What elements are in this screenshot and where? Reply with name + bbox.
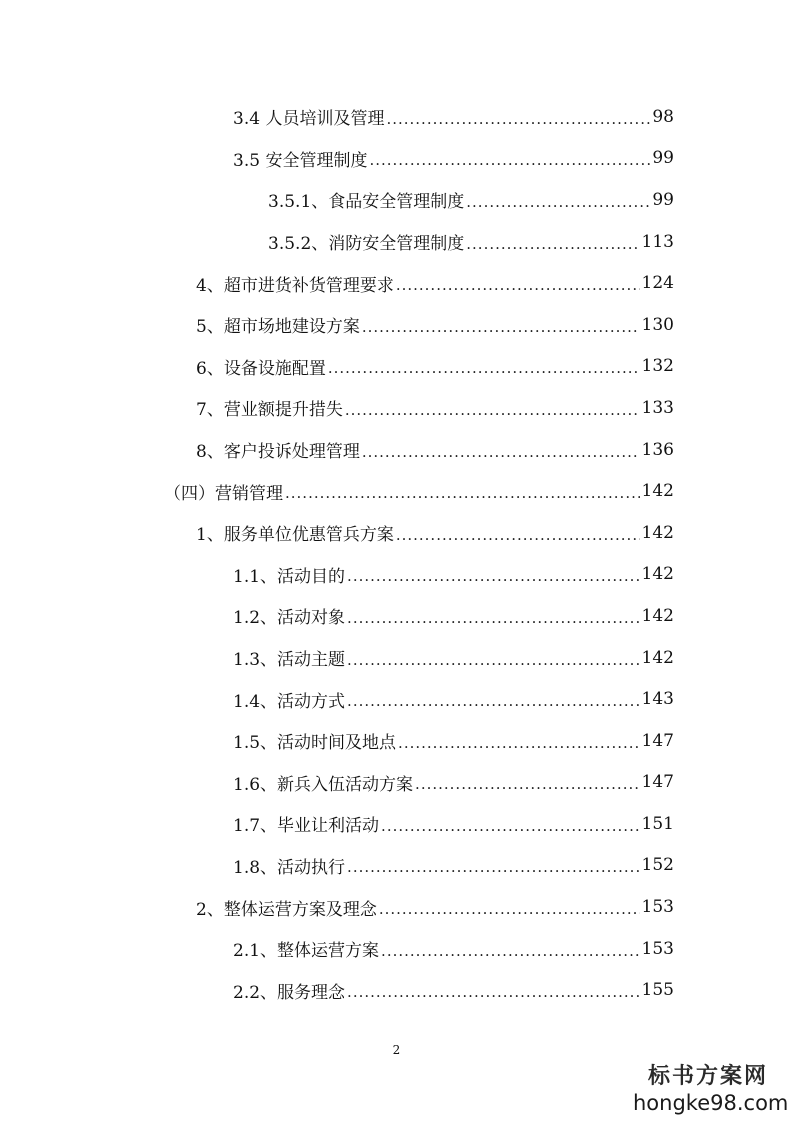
toc-dot-leader (466, 193, 650, 211)
toc-entry-page: 142 (641, 481, 674, 502)
toc-entry-page: 152 (641, 855, 674, 876)
toc-entry[interactable] (0, 262, 793, 304)
toc-entry-label: 3.5 安全管理制度 (233, 150, 368, 171)
watermark-brand: 标书方案网 (647, 1064, 768, 1089)
toc-entry[interactable] (0, 554, 793, 596)
toc-dot-leader (379, 900, 640, 918)
toc-entry-page: 142 (641, 564, 674, 585)
toc-entry-page: 147 (641, 730, 674, 751)
toc-dot-leader (466, 235, 639, 253)
toc-dot-leader (328, 359, 640, 377)
toc-entry-label: 6、设备设施配置 (196, 358, 326, 379)
toc-dot-leader (396, 526, 640, 544)
toc-entry-label: 1.6、新兵入伍活动方案 (233, 774, 414, 795)
toc-entry[interactable] (0, 845, 793, 887)
toc-dot-leader (347, 692, 640, 710)
toc-entry-label: 2.1、整体运营方案 (233, 941, 380, 962)
toc-entry[interactable] (0, 304, 793, 346)
toc-entry-page: 142 (641, 605, 674, 626)
toc-dot-leader (396, 276, 640, 294)
toc-dot-leader (362, 318, 640, 336)
toc-entry[interactable] (0, 720, 793, 762)
toc-entry[interactable] (0, 429, 793, 471)
toc-entry-page: 124 (641, 273, 674, 294)
toc-entry-label: 7、营业额提升措失 (196, 400, 343, 421)
toc-dot-leader (398, 734, 640, 752)
toc-dot-leader (381, 942, 640, 960)
toc-dot-leader (369, 151, 650, 169)
toc-entry[interactable] (0, 346, 793, 388)
table-of-contents (0, 96, 793, 1011)
toc-entry-label: 3.4 人员培训及管理 (233, 109, 385, 130)
toc-entry-page: 99 (652, 189, 674, 210)
toc-entry-label: （四）营销管理 (164, 483, 283, 504)
toc-entry-page: 132 (641, 356, 674, 377)
toc-entry-label: 4、超市进货补货管理要求 (196, 275, 394, 296)
toc-entry-page: 142 (641, 647, 674, 668)
toc-dot-leader (347, 983, 640, 1001)
toc-entry[interactable] (0, 179, 793, 221)
toc-entry-label: 1.4、活动方式 (233, 691, 346, 712)
toc-entry-page: 99 (652, 148, 674, 169)
toc-dot-leader (345, 401, 640, 419)
toc-entry-label: 8、客户投诉处理管理 (196, 442, 360, 463)
toc-dot-leader (381, 817, 640, 835)
toc-dot-leader (347, 567, 640, 585)
toc-entry-page: 136 (641, 439, 674, 460)
toc-dot-leader (347, 609, 640, 627)
toc-entry-label: 3.5.1、食品安全管理制度 (268, 192, 465, 213)
toc-entry-page: 113 (641, 231, 674, 252)
toc-entry-label: 1.5、活动时间及地点 (233, 733, 397, 754)
toc-entry-label: 1.1、活动目的 (233, 566, 346, 587)
toc-entry-label: 1.8、活动执行 (233, 857, 346, 878)
toc-entry[interactable] (0, 886, 793, 928)
toc-entry-label: 1.3、活动主题 (233, 650, 346, 671)
toc-entry-page: 155 (641, 980, 674, 1001)
watermark-logo (633, 1064, 789, 1116)
toc-entry-page: 153 (641, 938, 674, 959)
toc-entry[interactable] (0, 803, 793, 845)
toc-entry-page: 153 (641, 897, 674, 918)
toc-entry-page: 147 (641, 772, 674, 793)
toc-entry-page: 133 (641, 397, 674, 418)
toc-entry-label: 2.2、服务理念 (233, 982, 346, 1003)
toc-entry[interactable] (0, 928, 793, 970)
toc-entry[interactable] (0, 678, 793, 720)
toc-entry-label: 2、整体运营方案及理念 (196, 899, 377, 920)
toc-entry-page: 143 (641, 689, 674, 710)
toc-dot-leader (362, 443, 640, 461)
toc-entry[interactable] (0, 762, 793, 804)
toc-entry-label: 1.7、毕业让利活动 (233, 816, 380, 837)
toc-entry-label: 3.5.2、消防安全管理制度 (268, 234, 465, 255)
toc-entry[interactable] (0, 595, 793, 637)
toc-entry[interactable] (0, 512, 793, 554)
toc-dot-leader (415, 775, 640, 793)
toc-entry[interactable] (0, 138, 793, 180)
toc-entry-page: 151 (641, 813, 674, 834)
toc-dot-leader (347, 651, 640, 669)
toc-entry[interactable] (0, 221, 793, 263)
toc-entry[interactable] (0, 470, 793, 512)
toc-entry-page: 142 (641, 522, 674, 543)
toc-entry[interactable] (0, 387, 793, 429)
toc-entry-page: 130 (641, 314, 674, 335)
toc-dot-leader (386, 110, 650, 128)
toc-entry-label: 1、服务单位优惠管兵方案 (196, 525, 394, 546)
page-number: 2 (392, 1043, 401, 1057)
toc-entry-label: 1.2、活动对象 (233, 608, 346, 629)
toc-entry[interactable] (0, 637, 793, 679)
toc-entry-page: 98 (652, 106, 674, 127)
toc-entry-label: 5、超市场地建设方案 (196, 317, 360, 338)
toc-dot-leader (285, 484, 640, 502)
toc-dot-leader (347, 858, 640, 876)
toc-entry[interactable] (0, 969, 793, 1011)
toc-entry[interactable] (0, 96, 793, 138)
watermark-url: hongke98.com (633, 1091, 789, 1115)
